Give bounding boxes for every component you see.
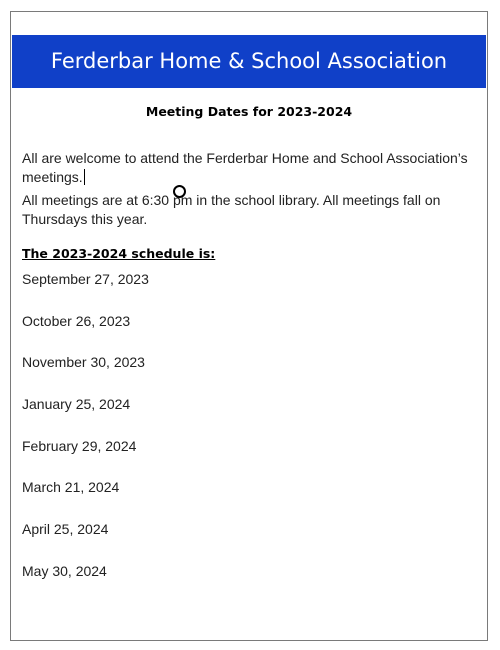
meeting-date-item: February 29, 2024 xyxy=(22,437,137,454)
meeting-date-item: March 21, 2024 xyxy=(22,479,120,496)
schedule-heading: The 2023-2024 schedule is: xyxy=(22,246,216,261)
meeting-time-paragraph[interactable]: All meetings are at 6:30 pm in the school library. All meetings fall on Thursdays this year. xyxy=(22,192,441,227)
busy-cursor-icon xyxy=(173,185,186,198)
document-page xyxy=(10,11,488,641)
meeting-date-item: October 26, 2023 xyxy=(22,312,131,329)
meeting-date-item: May 30, 2024 xyxy=(22,562,107,579)
welcome-paragraph[interactable] xyxy=(22,149,472,187)
meeting-date-item: September 27, 2023 xyxy=(22,271,149,287)
welcome-paragraph-text: All are welcome to attend the Ferderbar Home and School Association’s meetings. xyxy=(22,150,468,185)
meeting-date-item: January 25, 2024 xyxy=(22,396,131,413)
meeting-date-item: November 30, 2023 xyxy=(22,354,145,371)
text-caret xyxy=(84,169,85,185)
document-subtitle: Meeting Dates for 2023-2024 xyxy=(145,104,353,119)
meeting-dates-list xyxy=(22,270,149,604)
organization-banner: Ferderbar Home & School Association xyxy=(12,35,486,88)
meeting-date-item: April 25, 2024 xyxy=(22,521,109,538)
